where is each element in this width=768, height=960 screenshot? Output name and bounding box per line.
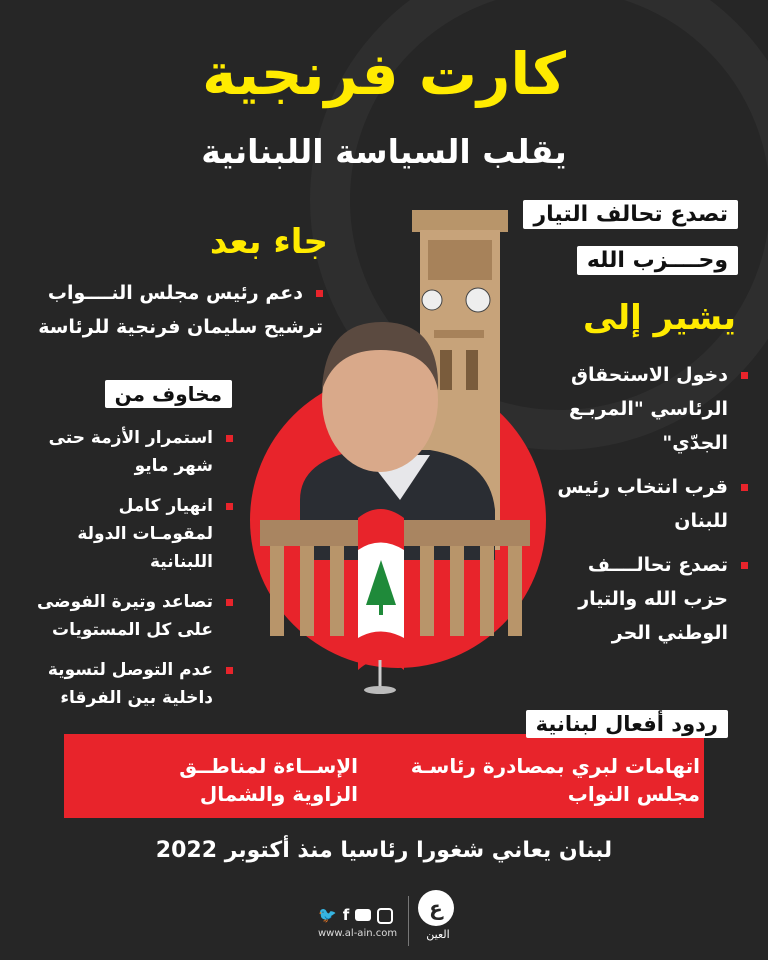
list-item: تصدع تحالــــف حزب الله والتيار الوطني الحر bbox=[548, 548, 748, 650]
divider bbox=[408, 896, 409, 946]
list-item: تصاعد وتيرة الفوضى على كل المستويات bbox=[33, 588, 233, 644]
youtube-icon[interactable] bbox=[355, 909, 371, 921]
facebook-icon[interactable]: f bbox=[342, 906, 350, 924]
alliance-box-1: تصدع تحالف التيار bbox=[523, 200, 738, 229]
list-item: قرب انتخاب رئيس للبنان bbox=[548, 470, 748, 538]
list-item: استمرار الأزمة حتى شهر مايو bbox=[33, 424, 233, 480]
twitter-icon[interactable]: 🐦 bbox=[318, 906, 337, 924]
central-illustration bbox=[240, 200, 550, 700]
list-item: ترشيح سليمان فرنجية للرئاسة bbox=[38, 316, 323, 338]
reaction-item-2: الإســاءة لمناطــق الزاوية والشمال bbox=[179, 754, 358, 806]
indicates-heading: يشير إلى bbox=[582, 298, 736, 338]
came-after-heading: جاء بعد bbox=[209, 222, 328, 262]
came-after-list bbox=[23, 276, 323, 354]
footer-statement: لبنان يعاني شغورا رئاسيا منذ أكتوبر 2022 bbox=[155, 838, 613, 863]
list-item: دخول الاستحقاق الرئاسي "المربـع الجدّي" bbox=[548, 358, 748, 460]
alliance-box-2: وحــــزب الله bbox=[577, 246, 738, 275]
brand-name: العين bbox=[426, 928, 450, 941]
fears-list bbox=[33, 424, 233, 724]
list-item: انهيار كامل لمقومـات الدولة اللبنانية bbox=[33, 492, 233, 576]
social-icons bbox=[318, 906, 393, 924]
list-item: دعم رئيس مجلس النــــواب bbox=[23, 276, 323, 310]
instagram-icon[interactable] bbox=[377, 908, 393, 924]
website-url[interactable]: www.al-ain.com bbox=[318, 928, 398, 939]
list-item: عدم التوصل لتسوية داخلية بين الفرقاء bbox=[33, 656, 233, 712]
indicates-list bbox=[548, 358, 748, 660]
reactions-heading: ردود أفعال لبنانية bbox=[526, 710, 728, 738]
brand-logo-icon: ع bbox=[418, 890, 454, 926]
brand-logo bbox=[418, 890, 458, 941]
reaction-item-1: اتهامات لبري بمصادرة رئاسـة مجلس النواب bbox=[410, 754, 700, 806]
fears-heading: مخاوف من bbox=[105, 380, 232, 408]
page-subtitle: يقلب السياسة اللبنانية bbox=[201, 132, 567, 171]
page-title: كارت فرنجية bbox=[202, 40, 566, 108]
